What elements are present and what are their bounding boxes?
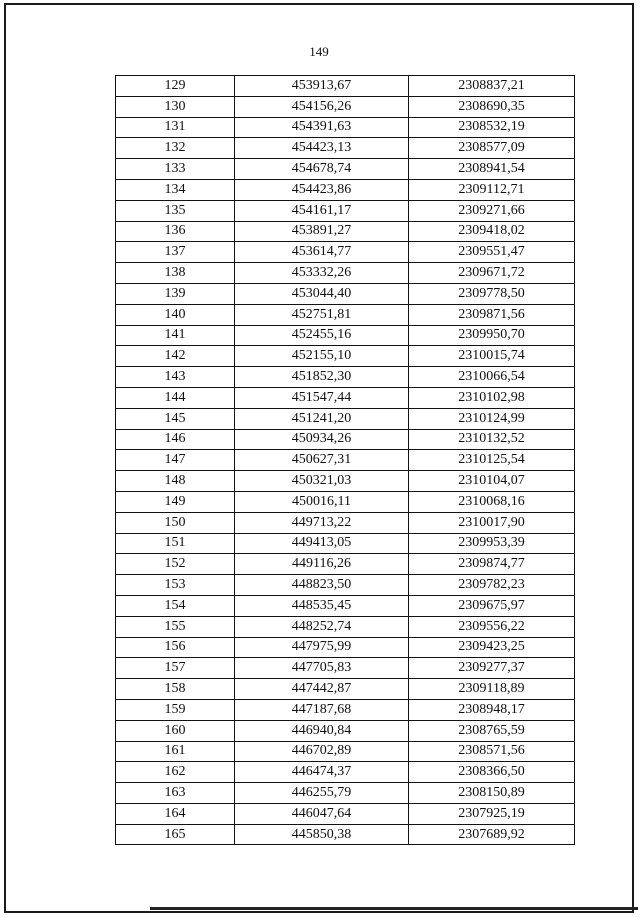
x-coordinate-cell: 454423,13 xyxy=(235,138,409,159)
y-coordinate-cell: 2309778,50 xyxy=(409,283,575,304)
x-coordinate-cell: 445850,38 xyxy=(235,824,409,845)
table-row xyxy=(116,658,575,679)
table-row xyxy=(116,221,575,242)
x-coordinate-cell: 454161,17 xyxy=(235,200,409,221)
x-coordinate-cell: 446702,89 xyxy=(235,741,409,762)
table-row xyxy=(116,533,575,554)
x-coordinate-cell: 448252,74 xyxy=(235,616,409,637)
point-number-cell: 131 xyxy=(116,117,235,138)
y-coordinate-cell: 2309871,56 xyxy=(409,304,575,325)
table-row xyxy=(116,283,575,304)
table-row xyxy=(116,512,575,533)
x-coordinate-cell: 453913,67 xyxy=(235,76,409,97)
table-row xyxy=(116,699,575,720)
point-number-cell: 149 xyxy=(116,491,235,512)
point-number-cell: 161 xyxy=(116,741,235,762)
y-coordinate-cell: 2309556,22 xyxy=(409,616,575,637)
table-row xyxy=(116,554,575,575)
point-number-cell: 142 xyxy=(116,346,235,367)
point-number-cell: 141 xyxy=(116,325,235,346)
x-coordinate-cell: 449713,22 xyxy=(235,512,409,533)
table-row xyxy=(116,762,575,783)
point-number-cell: 145 xyxy=(116,408,235,429)
y-coordinate-cell: 2308532,19 xyxy=(409,117,575,138)
y-coordinate-cell: 2308941,54 xyxy=(409,159,575,180)
table-row xyxy=(116,637,575,658)
table-row xyxy=(116,575,575,596)
y-coordinate-cell: 2310104,07 xyxy=(409,471,575,492)
x-coordinate-cell: 449116,26 xyxy=(235,554,409,575)
y-coordinate-cell: 2307689,92 xyxy=(409,824,575,845)
point-number-cell: 139 xyxy=(116,283,235,304)
table-row xyxy=(116,429,575,450)
y-coordinate-cell: 2310015,74 xyxy=(409,346,575,367)
point-number-cell: 147 xyxy=(116,450,235,471)
table-row xyxy=(116,325,575,346)
point-number-cell: 154 xyxy=(116,595,235,616)
y-coordinate-cell: 2309953,39 xyxy=(409,533,575,554)
table-row xyxy=(116,741,575,762)
x-coordinate-cell: 454391,63 xyxy=(235,117,409,138)
table-row xyxy=(116,367,575,388)
x-coordinate-cell: 447705,83 xyxy=(235,658,409,679)
y-coordinate-cell: 2308765,59 xyxy=(409,720,575,741)
point-number-cell: 155 xyxy=(116,616,235,637)
table-row xyxy=(116,242,575,263)
table-row xyxy=(116,616,575,637)
table-row xyxy=(116,159,575,180)
x-coordinate-cell: 454423,86 xyxy=(235,179,409,200)
table-row xyxy=(116,679,575,700)
y-coordinate-cell: 2308150,89 xyxy=(409,783,575,804)
y-coordinate-cell: 2309874,77 xyxy=(409,554,575,575)
x-coordinate-cell: 453891,27 xyxy=(235,221,409,242)
x-coordinate-cell: 453332,26 xyxy=(235,263,409,284)
table-row xyxy=(116,450,575,471)
y-coordinate-cell: 2309551,47 xyxy=(409,242,575,263)
point-number-cell: 157 xyxy=(116,658,235,679)
y-coordinate-cell: 2309675,97 xyxy=(409,595,575,616)
x-coordinate-cell: 452455,16 xyxy=(235,325,409,346)
table-row xyxy=(116,783,575,804)
table-row xyxy=(116,346,575,367)
y-coordinate-cell: 2309423,25 xyxy=(409,637,575,658)
x-coordinate-cell: 447975,99 xyxy=(235,637,409,658)
y-coordinate-cell: 2310124,99 xyxy=(409,408,575,429)
table-row xyxy=(116,96,575,117)
table-row xyxy=(116,408,575,429)
point-number-cell: 160 xyxy=(116,720,235,741)
table-row xyxy=(116,471,575,492)
point-number-cell: 143 xyxy=(116,367,235,388)
point-number-cell: 137 xyxy=(116,242,235,263)
point-number-cell: 163 xyxy=(116,783,235,804)
point-number-cell: 134 xyxy=(116,179,235,200)
point-number-cell: 130 xyxy=(116,96,235,117)
x-coordinate-cell: 451241,20 xyxy=(235,408,409,429)
y-coordinate-cell: 2310132,52 xyxy=(409,429,575,450)
y-coordinate-cell: 2309277,37 xyxy=(409,658,575,679)
y-coordinate-cell: 2307925,19 xyxy=(409,803,575,824)
x-coordinate-cell: 453614,77 xyxy=(235,242,409,263)
table-row xyxy=(116,720,575,741)
point-number-cell: 158 xyxy=(116,679,235,700)
x-coordinate-cell: 446474,37 xyxy=(235,762,409,783)
y-coordinate-cell: 2310102,98 xyxy=(409,387,575,408)
y-coordinate-cell: 2309271,66 xyxy=(409,200,575,221)
point-number-cell: 150 xyxy=(116,512,235,533)
table-row xyxy=(116,117,575,138)
y-coordinate-cell: 2308690,35 xyxy=(409,96,575,117)
x-coordinate-cell: 450627,31 xyxy=(235,450,409,471)
y-coordinate-cell: 2309782,23 xyxy=(409,575,575,596)
point-number-cell: 138 xyxy=(116,263,235,284)
point-number-cell: 144 xyxy=(116,387,235,408)
y-coordinate-cell: 2310017,90 xyxy=(409,512,575,533)
table-row xyxy=(116,803,575,824)
x-coordinate-cell: 452155,10 xyxy=(235,346,409,367)
document-page xyxy=(4,3,634,913)
y-coordinate-cell: 2308837,21 xyxy=(409,76,575,97)
point-number-cell: 140 xyxy=(116,304,235,325)
x-coordinate-cell: 446047,64 xyxy=(235,803,409,824)
y-coordinate-cell: 2310125,54 xyxy=(409,450,575,471)
x-coordinate-cell: 450934,26 xyxy=(235,429,409,450)
x-coordinate-cell: 448535,45 xyxy=(235,595,409,616)
coordinates-table-body xyxy=(116,76,575,845)
y-coordinate-cell: 2308571,56 xyxy=(409,741,575,762)
table-row xyxy=(116,76,575,97)
y-coordinate-cell: 2308366,50 xyxy=(409,762,575,783)
point-number-cell: 152 xyxy=(116,554,235,575)
point-number-cell: 132 xyxy=(116,138,235,159)
x-coordinate-cell: 450321,03 xyxy=(235,471,409,492)
page-number: 149 xyxy=(309,44,329,59)
x-coordinate-cell: 454678,74 xyxy=(235,159,409,180)
point-number-cell: 151 xyxy=(116,533,235,554)
y-coordinate-cell: 2309112,71 xyxy=(409,179,575,200)
x-coordinate-cell: 447187,68 xyxy=(235,699,409,720)
table-row xyxy=(116,595,575,616)
point-number-cell: 148 xyxy=(116,471,235,492)
point-number-cell: 129 xyxy=(116,76,235,97)
x-coordinate-cell: 452751,81 xyxy=(235,304,409,325)
coordinates-table xyxy=(115,75,575,845)
y-coordinate-cell: 2310068,16 xyxy=(409,491,575,512)
table-row xyxy=(116,491,575,512)
x-coordinate-cell: 449413,05 xyxy=(235,533,409,554)
x-coordinate-cell: 451547,44 xyxy=(235,387,409,408)
bottom-edge-rule xyxy=(150,907,638,910)
x-coordinate-cell: 451852,30 xyxy=(235,367,409,388)
y-coordinate-cell: 2309671,72 xyxy=(409,263,575,284)
point-number-cell: 146 xyxy=(116,429,235,450)
table-row xyxy=(116,179,575,200)
point-number-cell: 162 xyxy=(116,762,235,783)
x-coordinate-cell: 447442,87 xyxy=(235,679,409,700)
x-coordinate-cell: 454156,26 xyxy=(235,96,409,117)
table-row xyxy=(116,304,575,325)
point-number-cell: 156 xyxy=(116,637,235,658)
y-coordinate-cell: 2309950,70 xyxy=(409,325,575,346)
x-coordinate-cell: 446940,84 xyxy=(235,720,409,741)
point-number-cell: 135 xyxy=(116,200,235,221)
point-number-cell: 153 xyxy=(116,575,235,596)
x-coordinate-cell: 448823,50 xyxy=(235,575,409,596)
y-coordinate-cell: 2308948,17 xyxy=(409,699,575,720)
point-number-cell: 136 xyxy=(116,221,235,242)
table-row xyxy=(116,387,575,408)
table-row xyxy=(116,824,575,845)
y-coordinate-cell: 2309418,02 xyxy=(409,221,575,242)
x-coordinate-cell: 450016,11 xyxy=(235,491,409,512)
x-coordinate-cell: 453044,40 xyxy=(235,283,409,304)
y-coordinate-cell: 2309118,89 xyxy=(409,679,575,700)
y-coordinate-cell: 2310066,54 xyxy=(409,367,575,388)
table-row xyxy=(116,200,575,221)
point-number-cell: 159 xyxy=(116,699,235,720)
table-row xyxy=(116,138,575,159)
point-number-cell: 165 xyxy=(116,824,235,845)
point-number-cell: 164 xyxy=(116,803,235,824)
x-coordinate-cell: 446255,79 xyxy=(235,783,409,804)
y-coordinate-cell: 2308577,09 xyxy=(409,138,575,159)
point-number-cell: 133 xyxy=(116,159,235,180)
table-row xyxy=(116,263,575,284)
